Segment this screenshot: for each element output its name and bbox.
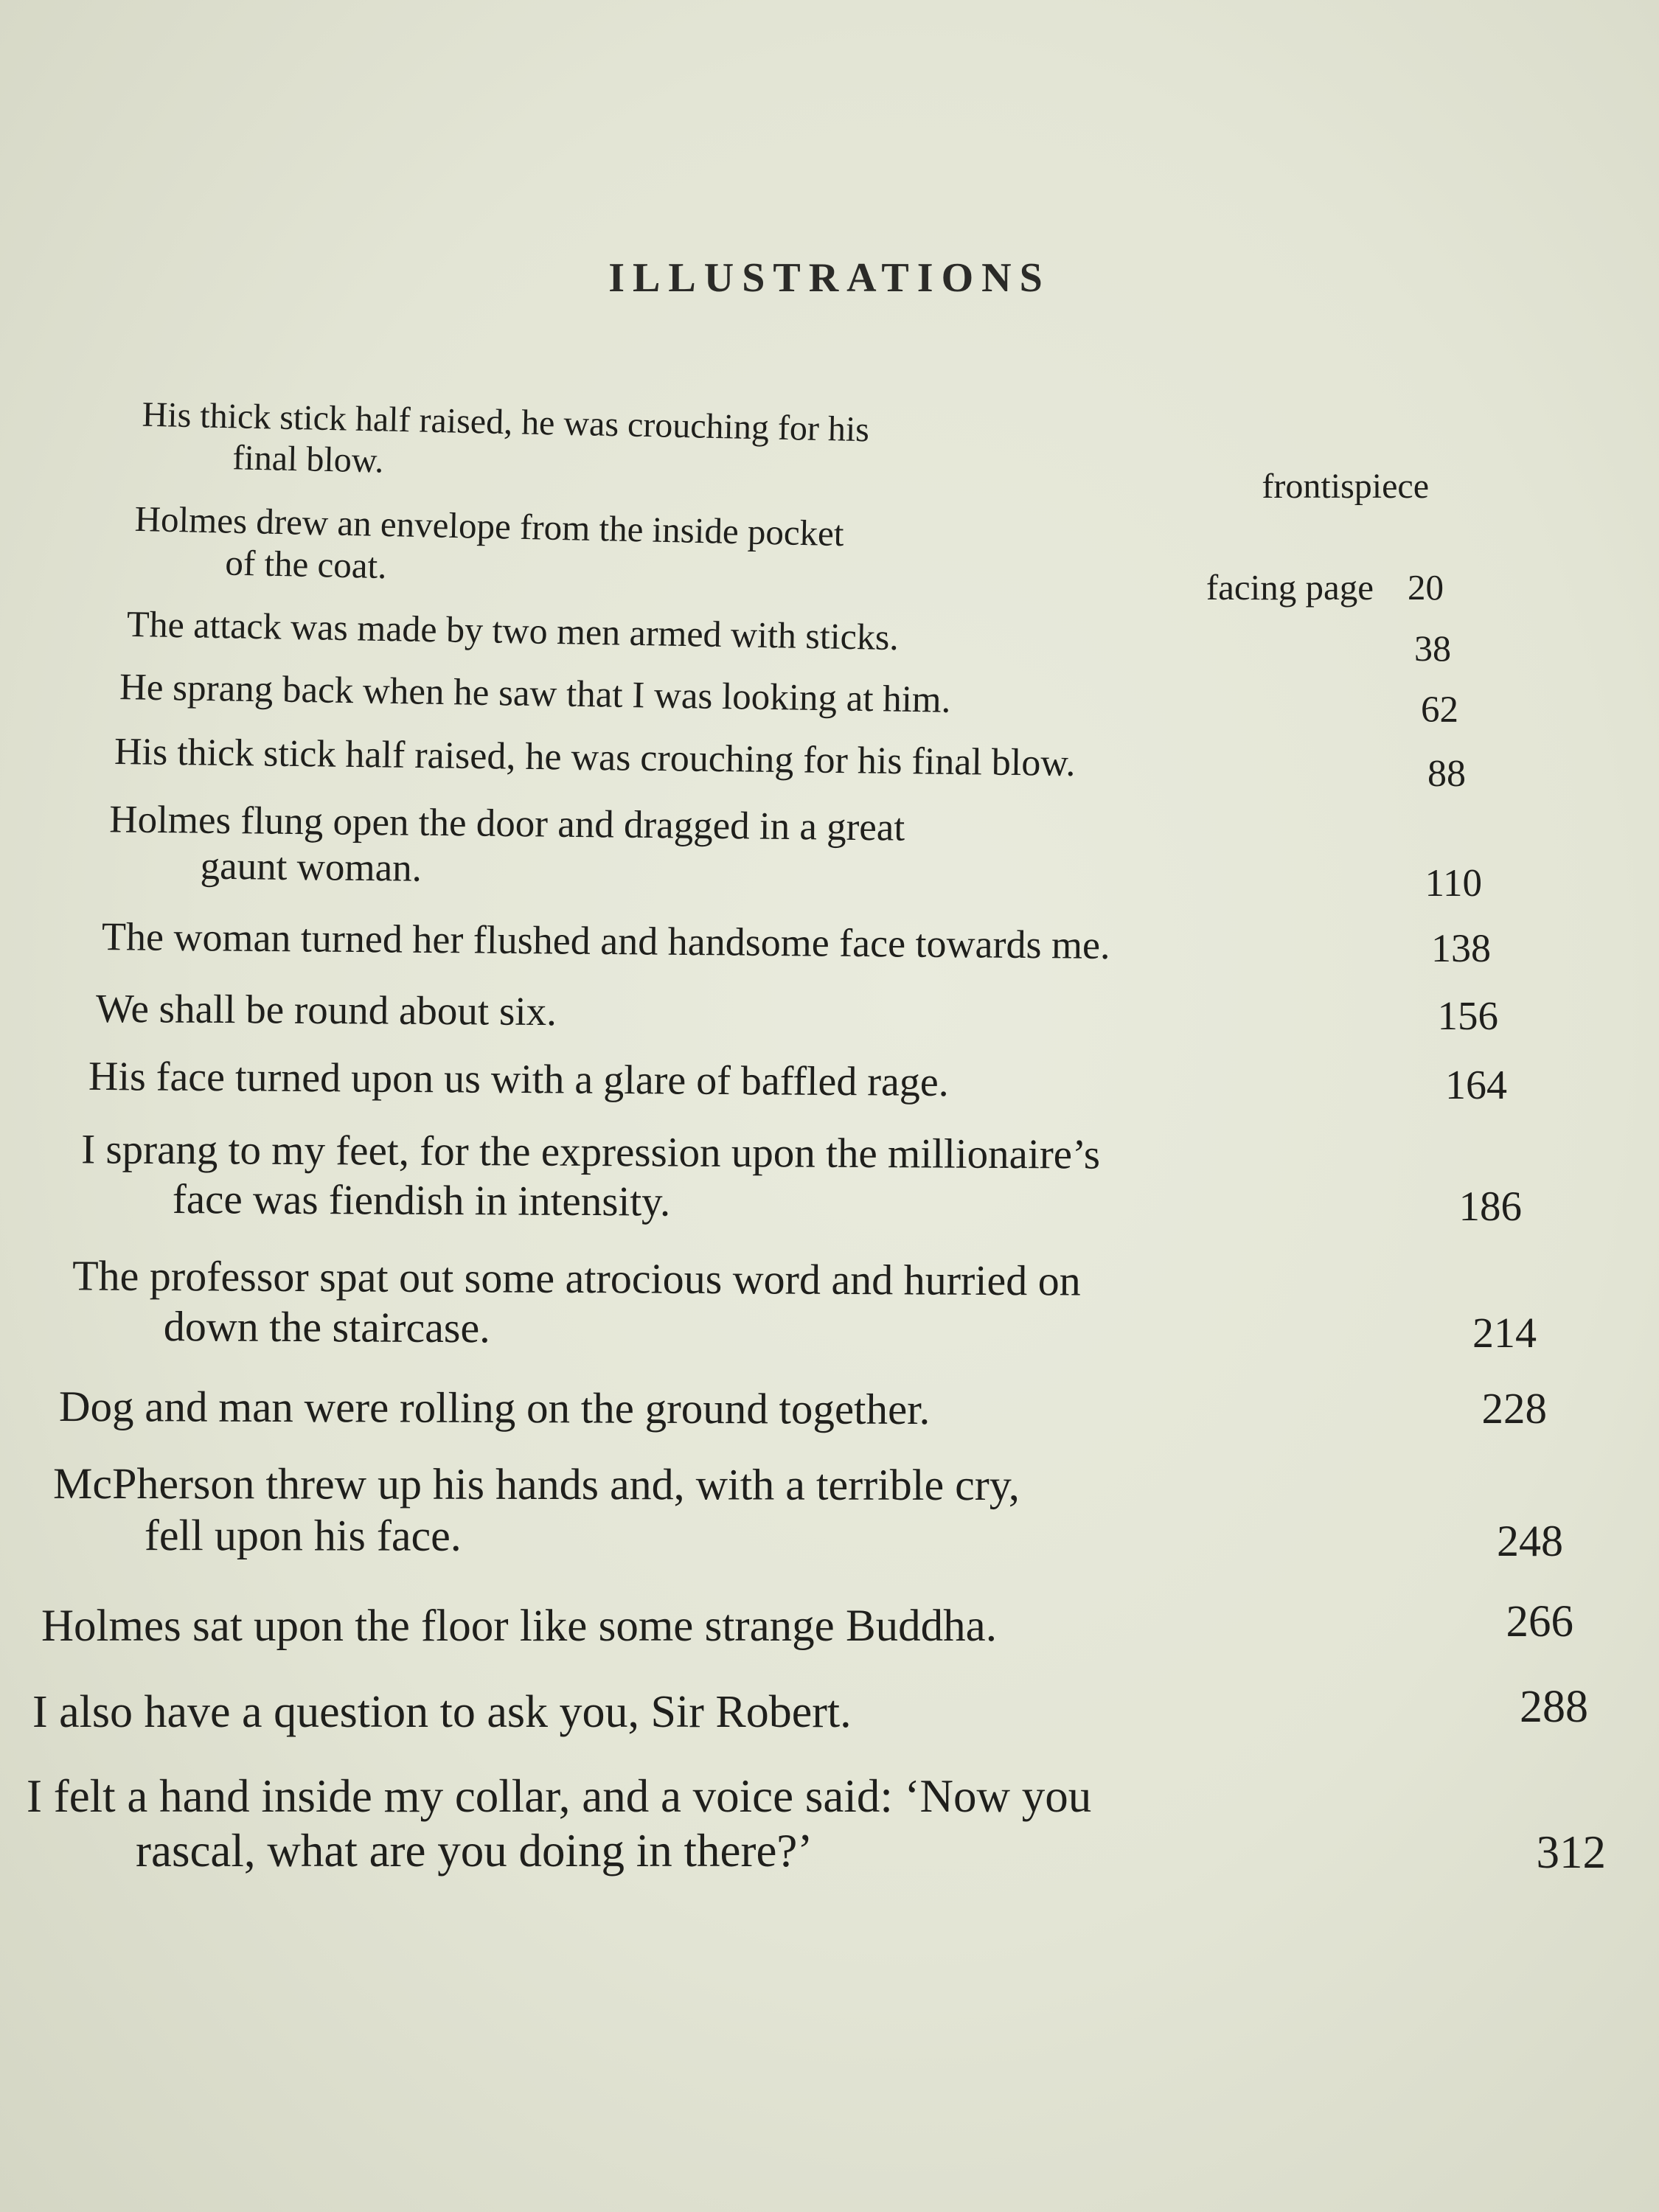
entry-page-number: 266 (1506, 1597, 1573, 1646)
illustration-entry (53, 1458, 1020, 1563)
entry-caption-line2: gaunt woman. (200, 844, 422, 890)
entry-caption-line2: down the staircase. (163, 1301, 490, 1352)
entry-caption-line1: I also have a question to ask you, Sir Robert. (32, 1687, 852, 1737)
entry-caption-line2: face was fiendish in intensity. (172, 1175, 671, 1225)
illustration-entry (133, 498, 844, 597)
illustration-entry (114, 730, 1076, 787)
entry-caption-line2: final blow. (232, 438, 384, 481)
entry-caption-line1: Holmes drew an envelope from the inside pocket (134, 498, 845, 554)
entry-page-number: 88 (1427, 753, 1466, 795)
entry-caption-line2: of the coat. (224, 542, 388, 587)
entry-page-number: 312 (1536, 1826, 1606, 1878)
entry-caption-line1: I sprang to my feet, for the expression upon the millionaire’s (81, 1126, 1101, 1178)
entry-page-number: frontispiece (1262, 467, 1429, 506)
entry-caption-line1: His face turned upon us with a glare of baffled rage. (88, 1053, 949, 1106)
entry-caption-line1: McPherson threw up his hands and, with a terrible cry, (53, 1458, 1020, 1510)
illustration-entry (59, 1381, 931, 1435)
entry-caption-line1: We shall be round about six. (95, 985, 557, 1034)
entry-page-number: 186 (1458, 1183, 1522, 1230)
illustration-entry (27, 1770, 1091, 1878)
entry-page-number: 138 (1431, 926, 1491, 970)
entry-page-number: 38 (1414, 627, 1451, 669)
illustration-entry (81, 1125, 1101, 1229)
entry-caption-line2: rascal, what are you doing in there?’ (136, 1824, 813, 1877)
entry-page-number: 228 (1481, 1384, 1547, 1433)
entry-page-number: facing page 20 (1206, 567, 1444, 608)
illustration-entry (119, 666, 951, 723)
facing-page-label: facing page (1206, 567, 1374, 608)
entry-page-number: 164 (1445, 1062, 1507, 1108)
entry-caption-line1: His thick stick half raised, he was crouching for his final blow. (114, 731, 1076, 785)
entry-page-number: 62 (1421, 689, 1458, 731)
entry-caption-line2: fell upon his face. (144, 1511, 462, 1561)
illustration-entry (32, 1686, 852, 1739)
illustration-entry (141, 394, 870, 493)
entry-page-number: 248 (1497, 1517, 1563, 1565)
entry-caption-line1: His thick stick half raised, he was crouching for his (142, 394, 870, 450)
illustration-entry (102, 914, 1110, 969)
illustration-entry (41, 1600, 997, 1652)
entry-caption-line1: I felt a hand inside my collar, and a voice said: ‘Now you (27, 1770, 1092, 1822)
entry-caption-line1: He sprang back when he saw that I was looking at him. (119, 667, 951, 721)
entry-caption-line1: Holmes flung open the door and dragged in a great (109, 798, 905, 849)
entry-page-number: 110 (1425, 862, 1482, 905)
illustration-entry (127, 602, 900, 659)
illustration-entry (72, 1251, 1081, 1356)
entry-caption-line1: The woman turned her flushed and handsome face towards me. (101, 914, 1110, 967)
illustration-entry (96, 985, 557, 1036)
illustration-entry (88, 1053, 949, 1107)
entry-caption-line1: The attack was made by two men armed with sticks. (126, 602, 900, 658)
page-title: ILLUSTRATIONS (608, 255, 1051, 301)
entry-caption-line1: Dog and man were rolling on the ground together. (58, 1381, 931, 1434)
entry-page-number: 288 (1520, 1682, 1588, 1732)
entry-caption-line1: Holmes sat upon the floor like some strange Buddha. (41, 1601, 998, 1651)
entry-caption-line1: The professor spat out some atrocious word and hurried on (72, 1251, 1081, 1305)
entry-page-number: 156 (1437, 993, 1498, 1038)
entry-page-number: 214 (1472, 1309, 1537, 1357)
illustration-entry (108, 796, 905, 896)
